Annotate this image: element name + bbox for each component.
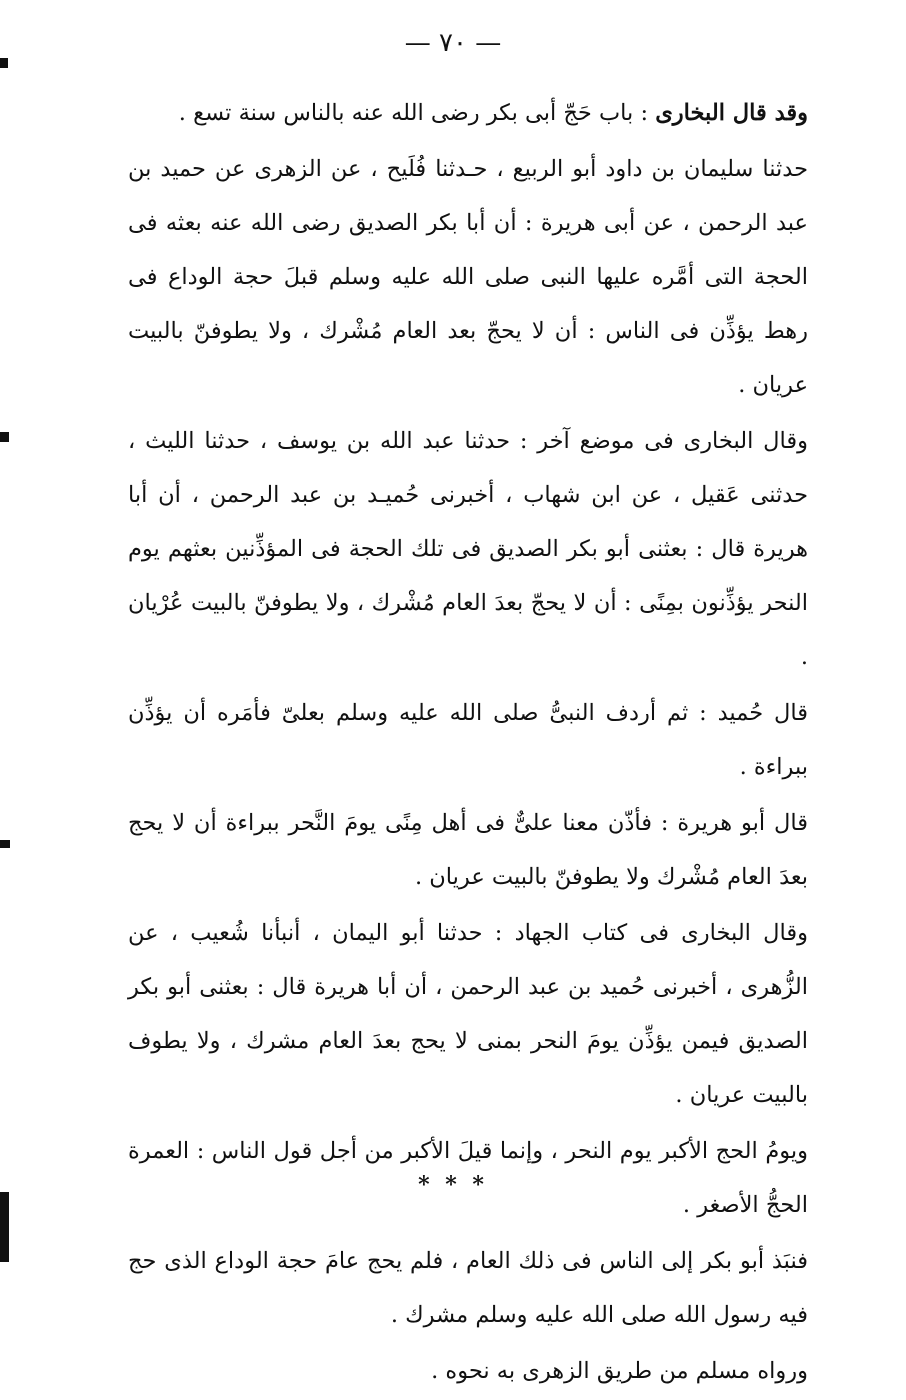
paragraph [128,142,808,412]
paragraph-text: : باب حَجّ أبى بكر رضى الله عنه بالناس سنة تسع . [178,100,656,126]
paragraph-text: وقال البخارى فى كتاب الجهاد : حدثنا أبو اليمان ، أنبأنا شُعيب ، عن الزُّهرى ، أخبرنى حُميد بن عبد الرحمن ، أن أبا هريرة قال : بعثنى أبو بكر الصديق فيمن يؤذِّن يومَ النحر بمنى لا يحج بعدَ العام مشرك ، ولا يطوف بالبيت عريان . [128,920,808,1108]
scan-margin-mark [0,840,10,848]
paragraph-text: حدثنا سليمان بن داود أبو الربيع ، حـدثنا فُلَيح ، عن الزهرى عن حميد بن عبد الرحمن ، عن أبى هريرة : أن أبا بكر الصديق رضى الله عنه بعثه فى الحجة التى أمَّره عليها النبى صلى الله عليه وسلم قبلَ حجة الوداع فى رهط يؤذِّن فى الناس : أن لا يحجّ بعد العام مُشْرك ، ولا يطوفنّ بالبيت عريان . [128,156,808,398]
section-separator: * * * [418,1172,488,1198]
paragraph-text: وقال البخارى فى موضع آخر : حدثنا عبد الله بن يوسف ، حدثنا الليث ، حدثنى عَقيل ، عن ابن شهاب ، أخبرنى حُميـد بن عبد الرحمن ، أن أبا هريرة قال : بعثنى أبو بكر الصديق فى تلك الحجة فى المؤذِّنين بعثهم يوم النحر يؤذِّنون بمِنًى : أن لا يحجّ بعدَ العام مُشْرك ، ولا يطوفنّ بالبيت عُرْيان . [128,428,808,670]
scan-margin-mark [0,1192,9,1262]
paragraph [128,796,808,904]
paragraph [128,686,808,794]
body-text [128,86,808,1400]
paragraph [128,1344,808,1398]
paragraph-lead: وقد قال البخارى [655,100,808,126]
paragraph [128,1234,808,1342]
paragraph-text: قال أبو هريرة : فأذّن معنا علىٌّ فى أهل مِنًى يومَ النَّحر ببراءة أن لا يحج بعدَ العام مُشْرك ولا يطوفنّ بالبيت عريان . [128,810,808,890]
paragraph [128,86,808,140]
paragraph [128,414,808,684]
paragraph-text: قال حُميد : ثم أردف النبىُّ صلى الله عليه وسلم بعلىّ فأمَره أن يؤذِّن ببراءة . [128,700,808,780]
paragraph-text: فنبَذ أبو بكر إلى الناس فى ذلك العام ، فلم يحج عامَ حجة الوداع الذى حج فيه رسول الله صلى الله عليه وسلم مشرك . [128,1248,808,1328]
paragraph [128,906,808,1122]
scan-margin-mark [0,58,8,68]
paragraph-text: ورواه مسلم من طريق الزهرى به نحوه . [431,1358,808,1384]
paragraph-text: ويومُ الحج الأكبر يوم النحر ، وإنما قيلَ الأكبر من أجل قول الناس : العمرة الحجُّ الأصغر . [128,1138,808,1218]
page-number: — ٧٠ — [404,28,502,58]
scan-margin-mark [0,432,9,442]
